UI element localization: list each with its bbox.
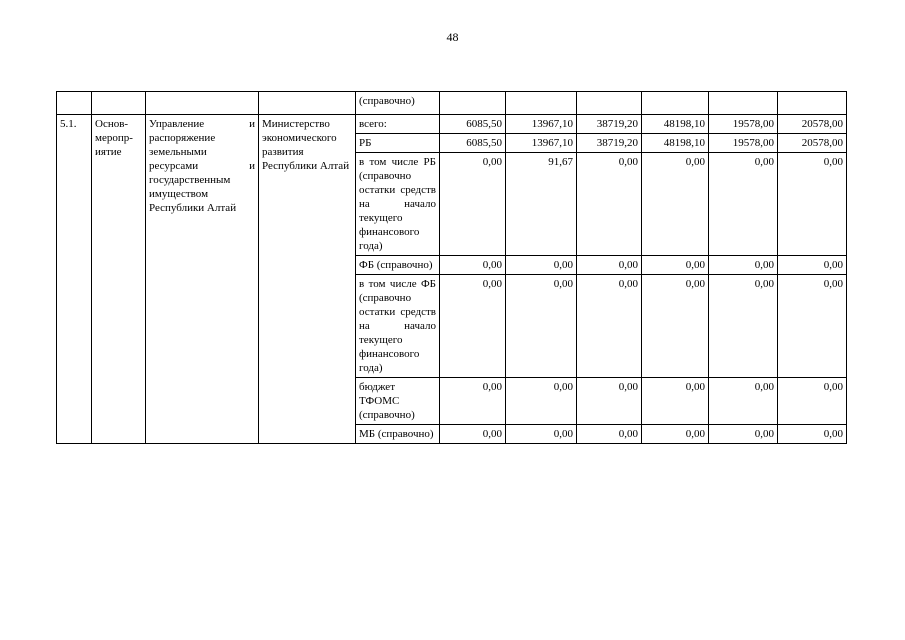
value-cell: 0,00 xyxy=(577,256,642,275)
table-row xyxy=(57,115,847,134)
source-cell: ФБ (справочно) xyxy=(356,256,440,275)
value-cell: 48198,10 xyxy=(642,115,709,134)
value-cell: 0,00 xyxy=(440,275,506,378)
source-cell: всего: xyxy=(356,115,440,134)
value-cell: 0,00 xyxy=(506,275,577,378)
value-cell: 19578,00 xyxy=(709,134,778,153)
value-cell: 0,00 xyxy=(577,378,642,425)
item-name: Управление и распоряжение земельными ресурсами и государственным имуществом Республики Алтай xyxy=(146,115,259,444)
value-cell: 19578,00 xyxy=(709,115,778,134)
value-cell: 0,00 xyxy=(577,153,642,256)
budget-table xyxy=(56,91,847,444)
item-type: Основ-меропр-иятие xyxy=(92,115,146,444)
value-cell: 0,00 xyxy=(709,275,778,378)
value-cell: 48198,10 xyxy=(642,134,709,153)
source-cell: МБ (справочно) xyxy=(356,425,440,444)
value-cell: 38719,20 xyxy=(577,134,642,153)
value-cell: 91,67 xyxy=(506,153,577,256)
value-cell: 20578,00 xyxy=(778,115,847,134)
value-cell: 0,00 xyxy=(778,153,847,256)
value-cell: 0,00 xyxy=(440,425,506,444)
value-cell: 0,00 xyxy=(440,153,506,256)
value-cell: 0,00 xyxy=(577,275,642,378)
value-cell: 0,00 xyxy=(709,425,778,444)
value-cell: 0,00 xyxy=(642,153,709,256)
item-number: 5.1. xyxy=(57,115,92,444)
value-cell: 6085,50 xyxy=(440,134,506,153)
value-cell: 0,00 xyxy=(440,378,506,425)
source-cell: в том числе РБ (справочно остатки средств на начало текущего финансового года) xyxy=(356,153,440,256)
continuation-row xyxy=(57,92,847,115)
value-cell: 6085,50 xyxy=(440,115,506,134)
value-cell: 0,00 xyxy=(642,378,709,425)
item-executor: Министерство экономического развития Республики Алтай xyxy=(259,115,356,444)
value-cell: 0,00 xyxy=(709,153,778,256)
value-cell: 13967,10 xyxy=(506,115,577,134)
value-cell: 0,00 xyxy=(642,425,709,444)
value-cell: 0,00 xyxy=(577,425,642,444)
value-cell: 0,00 xyxy=(778,256,847,275)
value-cell: 0,00 xyxy=(778,378,847,425)
value-cell: 0,00 xyxy=(709,378,778,425)
value-cell: 0,00 xyxy=(642,256,709,275)
value-cell: 0,00 xyxy=(440,256,506,275)
source-cell: (справочно) xyxy=(356,92,440,115)
value-cell: 0,00 xyxy=(778,425,847,444)
value-cell: 20578,00 xyxy=(778,134,847,153)
value-cell: 0,00 xyxy=(506,256,577,275)
source-cell: бюджет ТФОМС (справочно) xyxy=(356,378,440,425)
value-cell: 38719,20 xyxy=(577,115,642,134)
value-cell: 0,00 xyxy=(642,275,709,378)
source-cell: в том числе ФБ (справочно остатки средств на начало текущего финансового года) xyxy=(356,275,440,378)
value-cell: 0,00 xyxy=(506,378,577,425)
value-cell: 0,00 xyxy=(778,275,847,378)
value-cell: 0,00 xyxy=(506,425,577,444)
value-cell: 0,00 xyxy=(709,256,778,275)
page-number: 48 xyxy=(446,30,459,44)
source-cell: РБ xyxy=(356,134,440,153)
value-cell: 13967,10 xyxy=(506,134,577,153)
